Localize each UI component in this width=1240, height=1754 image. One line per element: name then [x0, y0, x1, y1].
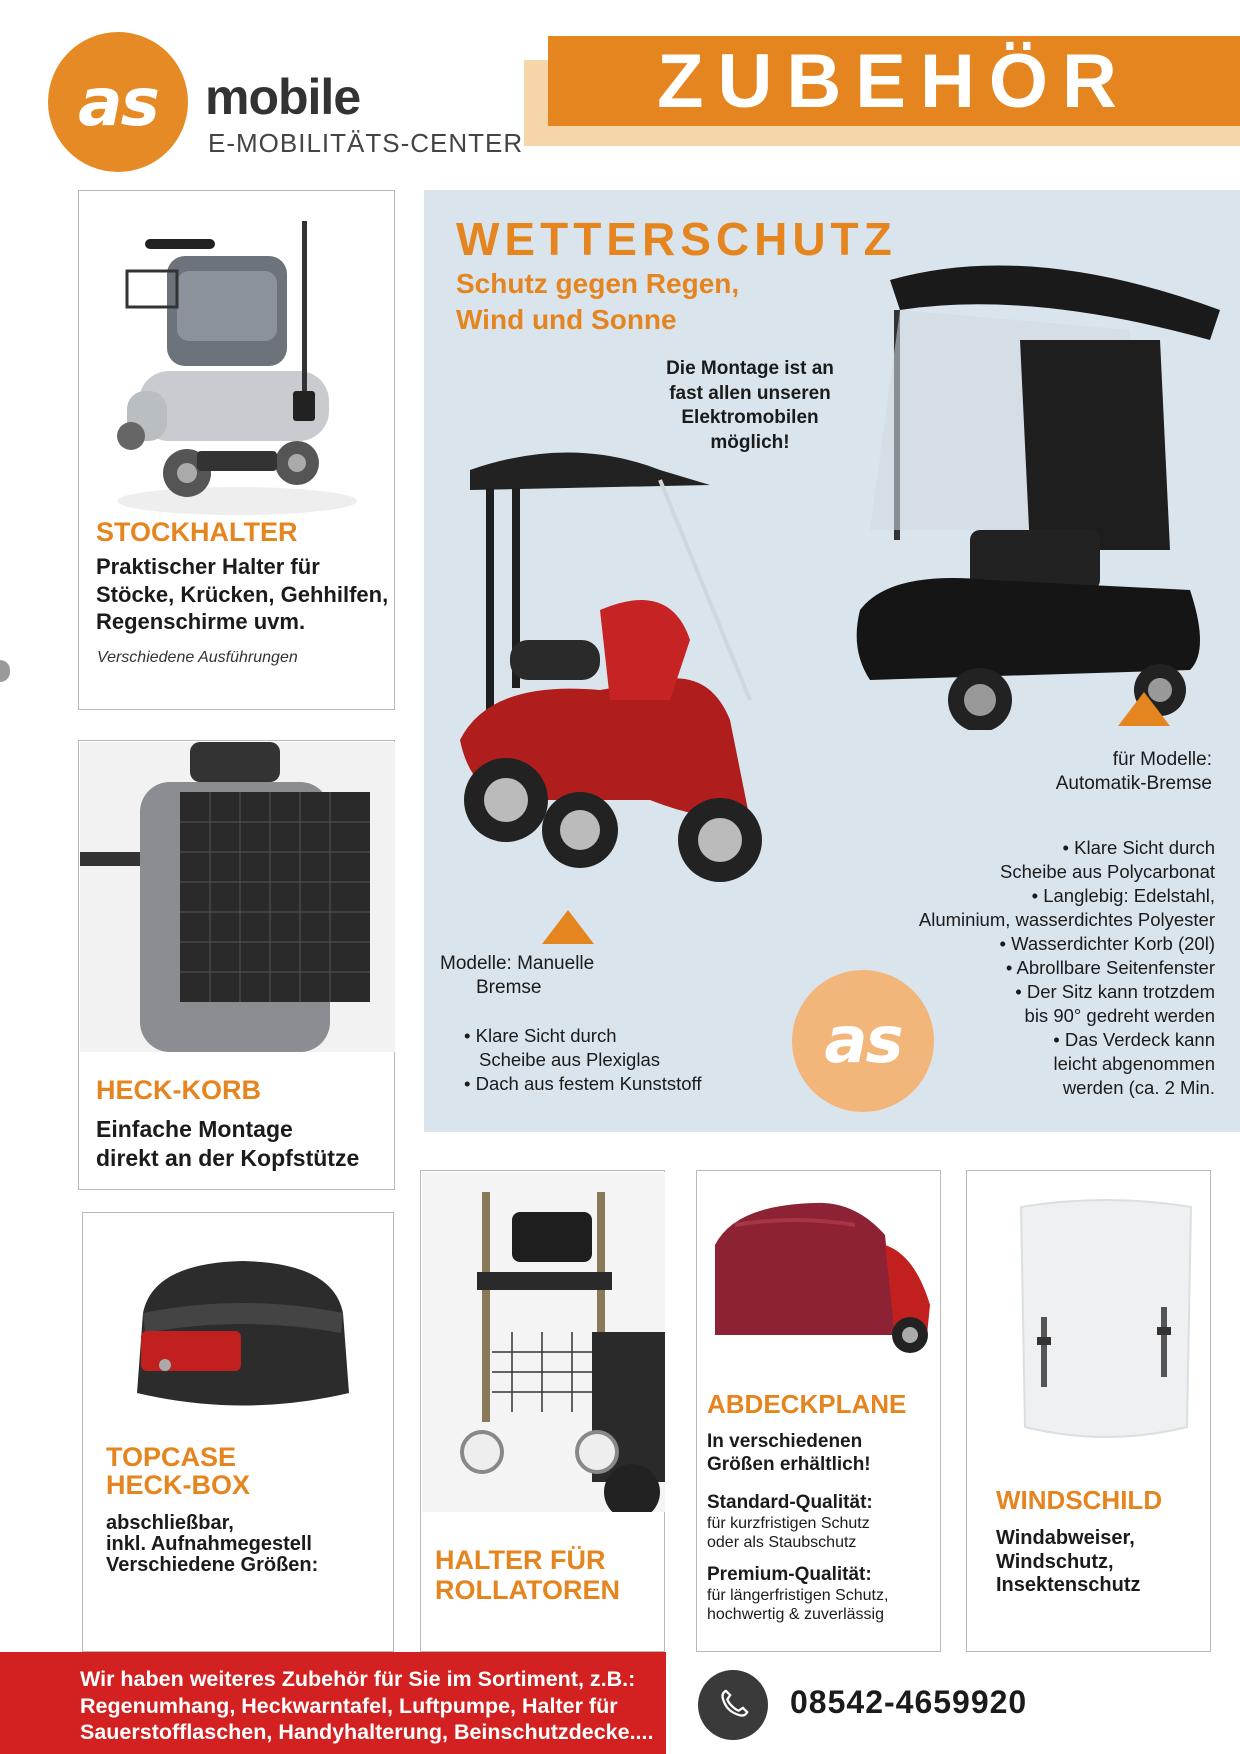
windschild-text: [996, 1527, 1140, 1598]
right-feature-list: [919, 836, 1215, 1101]
right-feature-line: • Das Verdeck kann: [1053, 1029, 1215, 1051]
topcase-title: [106, 1443, 250, 1500]
scooter-stockhalter-image: [87, 201, 387, 531]
stockhalter-line: Regenschirme uvm.: [96, 609, 306, 635]
left-feature-list: [464, 1024, 702, 1096]
card-topcase: [82, 1212, 394, 1652]
windschild-line: Windabweiser,: [996, 1527, 1135, 1549]
rollatoren-title-line: ROLLATOREN: [435, 1575, 620, 1606]
footer-line: Sauerstofflaschen, Handyhalterung, Beinschutzdecke....: [80, 1720, 654, 1745]
heckkorb-text: [96, 1115, 359, 1173]
stockhalter-text: [96, 553, 388, 636]
windschild-line: Windschutz,: [996, 1550, 1114, 1573]
abdeckplane-title: ABDECKPLANE: [707, 1389, 907, 1419]
left-model-note: [440, 952, 594, 1000]
stockhalter-line: Stöcke, Krücken, Gehhilfen,: [96, 581, 389, 607]
windschild-title: WINDSCHILD: [996, 1485, 1163, 1515]
topcase-title-line: TOPCASE: [106, 1442, 237, 1472]
heckkorb-line: direkt an der Kopfstütze: [96, 1144, 360, 1171]
right-feature-line: bis 90° gedreht werden: [1024, 1005, 1215, 1027]
wetterschutz-subtitle-line: Wind und Sonne: [456, 304, 677, 336]
left-feature-line: • Dach aus festem Kunststoff: [464, 1073, 702, 1095]
footer-line: Regenumhang, Heckwarntafel, Luftpumpe, Halter für: [80, 1693, 618, 1718]
right-feature-line: • Klare Sicht durch: [1062, 837, 1215, 858]
right-model-triangle: [1118, 692, 1170, 726]
windshield-image: [1011, 1197, 1201, 1447]
topcase-line: Verschiedene Größen:: [106, 1554, 319, 1576]
rollator-holder-image: [422, 1172, 665, 1512]
black-scooter-cover-image: [830, 250, 1220, 730]
left-feature-line: Scheibe aus Plexiglas: [479, 1049, 660, 1071]
card-abdeckplane: [696, 1170, 941, 1652]
card-heckkorb: [78, 740, 395, 1190]
left-model-line: Bremse: [476, 976, 542, 998]
right-feature-line: • Der Sitz kann trotzdem: [1015, 981, 1215, 1003]
topcase-text: [106, 1513, 318, 1576]
logo-text: as: [78, 63, 158, 141]
premium-quality-text: [707, 1586, 888, 1624]
brand-subtitle: E-MOBILITÄTS-CENTER: [208, 128, 524, 158]
standard-quality-text: [707, 1514, 870, 1552]
premium-quality-line: hochwertig & zuverlässig: [707, 1606, 884, 1624]
right-model-line: Automatik-Bremse: [1055, 772, 1212, 794]
left-model-line: Modelle: Manuelle: [440, 953, 595, 974]
heckkorb-line: Einfache Montage: [96, 1116, 293, 1142]
page-title: ZUBEHÖR: [657, 38, 1131, 124]
right-model-note: [1010, 748, 1212, 796]
right-feature-line: Aluminium, wasserdichtes Polyester: [918, 909, 1215, 931]
right-feature-line: Scheibe aus Polycarbonat: [1000, 861, 1215, 883]
red-scooter-canopy-image: [450, 440, 830, 940]
standard-quality-line: für kurzfristigen Schutz: [707, 1515, 870, 1532]
phone-icon: [698, 1670, 768, 1740]
footer-line: Wir haben weiteres Zubehör für Sie im Sortiment, z.B.:: [80, 1667, 636, 1691]
right-feature-line: leicht abgenommen: [1053, 1053, 1215, 1075]
card-stockhalter: [78, 190, 395, 710]
abdeckplane-intro-line: Größen erhältlich!: [707, 1453, 871, 1475]
topcase-line: abschließbar,: [106, 1512, 234, 1534]
heckkorb-image: [80, 742, 395, 1052]
stockhalter-line: Praktischer Halter für: [96, 554, 320, 579]
abdeckplane-intro: [707, 1431, 871, 1477]
footer-banner: [0, 1652, 666, 1754]
page-edge-marker: [0, 660, 10, 682]
wetterschutz-subtitle: [456, 266, 739, 339]
mount-note-line: möglich!: [710, 432, 790, 454]
wetterschutz-subtitle-line: Schutz gegen Regen,: [456, 268, 740, 299]
topcase-line: inkl. Aufnahmegestell: [106, 1533, 312, 1555]
right-feature-line: • Abrollbare Seitenfenster: [1005, 957, 1215, 979]
phone-number[interactable]: 08542-4659920: [790, 1684, 1028, 1720]
card-rollatoren: [420, 1170, 665, 1652]
abdeckplane-intro-line: In verschiedenen: [707, 1431, 863, 1452]
standard-quality-line: oder als Staubschutz: [707, 1534, 857, 1552]
card-windschild: [966, 1170, 1211, 1652]
rollatoren-title-line: HALTER FÜR: [435, 1545, 606, 1575]
topcase-title-line: HECK-BOX: [106, 1470, 251, 1501]
stockhalter-title: STOCKHALTER: [96, 517, 298, 547]
as-logo-text: as: [824, 1004, 902, 1078]
standard-quality-label: Standard-Qualität:: [707, 1492, 873, 1513]
as-logo-badge: [792, 970, 934, 1112]
brand-logo: [48, 32, 188, 172]
title-banner: [548, 36, 1240, 126]
wetterschutz-title: WETTERSCHUTZ: [456, 213, 897, 265]
left-model-triangle: [542, 910, 594, 944]
heckkorb-title: HECK-KORB: [96, 1075, 261, 1105]
right-feature-line: • Wasserdichter Korb (20l): [999, 933, 1215, 955]
premium-quality-label: Premium-Qualität:: [707, 1564, 872, 1585]
mount-note-line: Die Montage ist an: [666, 358, 834, 379]
rollatoren-title: [435, 1545, 620, 1605]
mount-note-line: fast allen unseren: [669, 382, 831, 404]
brand-name: mobile: [205, 69, 361, 125]
phone-glyph: [716, 1688, 750, 1722]
cover-image: [705, 1185, 935, 1365]
left-feature-line: • Klare Sicht durch: [464, 1025, 617, 1046]
footer-text: [80, 1666, 666, 1746]
windschild-line: Insektenschutz: [996, 1574, 1141, 1597]
mount-note-line: Elektromobilen: [681, 407, 819, 429]
right-feature-line: werden (ca. 2 Min.: [1062, 1077, 1215, 1099]
stockhalter-note: Verschiedene Ausführungen: [97, 649, 298, 666]
right-model-line: für Modelle:: [1112, 749, 1212, 770]
right-feature-line: • Langlebig: Edelstahl,: [1031, 885, 1215, 907]
premium-quality-line: für längerfristigen Schutz,: [707, 1587, 889, 1604]
topcase-image: [123, 1253, 363, 1423]
